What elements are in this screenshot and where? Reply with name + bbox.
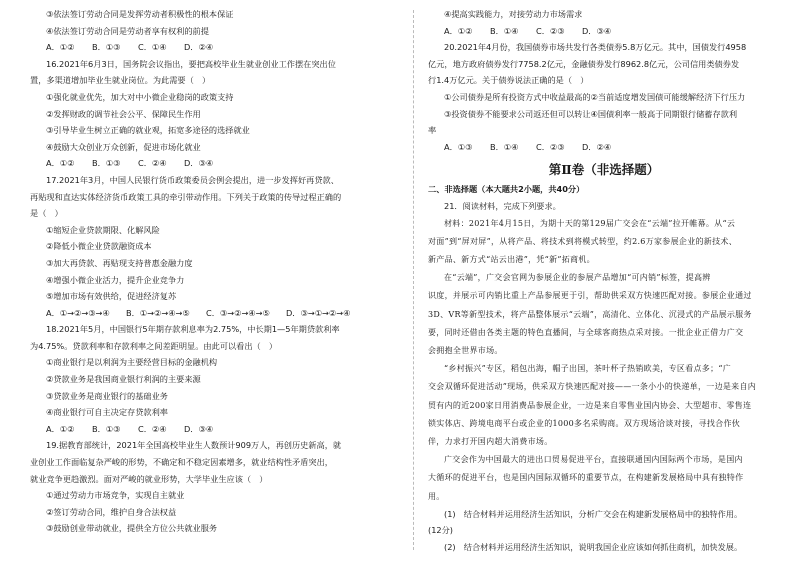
requirement-1: (1) 结合材料并运用经济生活知识，分析广交会在构建新发展格局中的独特作用。 [444,508,743,519]
material-line: 锁实体店、跨境电商平台或企业的1000多名采购商。双方现场洽谈对接，寻找合作伙 [428,418,741,428]
material-line: 伴，力求打开国内超大消费市场。 [428,436,553,446]
option-d: D．③④ [184,158,214,169]
choice-line: ①缩短企业贷款期限、化解风险 [46,224,160,235]
right-column [428,6,780,556]
material-line: 贸有内的近200家日用消费品参展企业，一边是来自零售业国内协会、大型超市、零售连 [428,400,752,410]
option-d: D．③④ [582,25,612,36]
material-line: 识度，并展示可内销比重上产品参展更于引，帮助供采双方快速匹配对接。参展企业通过 [428,291,752,301]
question-stem: 是（ ） [30,208,63,219]
choice-line: ②签订劳动合同，维护自身合法权益 [46,506,177,517]
option-b: B．①→②→④→⑤ [126,307,190,318]
choice-line: ④依法签订劳动合同是劳动者享有权利的前提 [46,25,209,36]
option-b: B．①④ [490,25,519,36]
choice-line: ①通过劳动力市场竞争，实现自主就业 [46,490,185,501]
question-stem: 20.2021年4月份，我国债券市场共发行各类债券5.8万亿元。其中，国债发行4958 [444,42,747,53]
option-c: C．②③ [536,141,565,152]
material-line: 会拥抱全世界市场。 [428,345,503,355]
question-stem: 19.据教育部统计，2021年全国高校毕业生人数预计909万人，再创历史新高，就 [46,440,342,451]
question-stem: 再贴现和直达实体经济货币政策工具的牵引带动作用。下列关于政策的传导过程正确的 [30,191,342,202]
material-line: “乡村振兴”专区，稻包出海，帽子出国，茶叶杯子热销欧美，专区看点多；“广 [444,364,732,374]
choice-line: ②降低小微企业贷款融资成本 [46,241,152,252]
left-column [30,6,400,537]
material-line: 新产品、新方式“站云出港”，凭“新”拓商机。 [428,254,595,264]
question-stem: 为4.75%。贷款利率和存款利率之间差距明显。由此可以看出（ ） [30,340,278,351]
choice-line: ③贷款业务是商业银行的基础业务 [46,390,168,401]
choice-line: ③加大再贷款、再贴现支持普惠金融力度 [46,257,193,268]
material-passage [428,215,780,506]
option-a: A．①② [46,42,75,53]
option-a: A．①③ [444,141,473,152]
option-c: C．①④ [138,42,167,53]
answer-options [428,23,780,40]
choice-line: ①强化就业优先，加大对中小微企业稳岗的政策支持 [46,91,234,102]
answer-options [30,305,400,322]
option-d: D．②④ [184,42,214,53]
material-line: 交会双循环促进活动”现场，供采双方快速匹配对接——一条小小的快递单，一边是来自内 [428,382,757,392]
question-stem: 亿元，地方政府债券发行7758.2亿元，金融债券发行8962.8亿元，公司信用类债券发 [428,58,740,69]
option-a: A．①→②→③→④ [46,307,110,318]
option-c: C．②④ [138,423,167,434]
material-line: 材料：2021年4月15日，为期十天的第129届广交会在“云端”拉开帷幕。从“云 [444,218,736,228]
question-stem: 置，多渠道增加毕业生就业岗位。为此需要（ ） [30,75,211,86]
option-b: B．①③ [92,158,121,169]
choice-line: ②贷款业务是我国商业银行利润的主要来源 [46,374,201,385]
choice-line: ③依法签订劳动合同是发挥劳动者积极性的根本保证 [46,9,234,19]
material-line: 广交会作为中国最大的进出口贸易促进平台，直接联通国内国际两个市场，是国内 [444,455,743,465]
answer-options [30,421,400,438]
question-stem: 行1.4万亿元。关于债券说法正确的是（ ） [428,75,589,86]
requirement-1-score: (12分) [428,525,453,536]
question-stem: 18.2021年5月，中国银行5年期存款利息率为2.75%，中长期1—5年期贷款利率 [46,324,340,335]
choice-line: ③鼓励创业带动就业，提供全方位公共就业服务 [46,523,218,534]
question-stem: 16.2021年6月3日，国务院会议指出，要把高校毕业生就业创业工作摆在突出位 [46,58,336,69]
choice-line: ②发挥财政的调节社会公平、保障民生作用 [46,108,201,119]
material-line: 用。 [428,491,445,501]
option-c: C．②③ [536,25,565,36]
option-d: D．③→①→②→④ [286,307,351,318]
part-title: 第Ⅱ卷（非选择题） [548,162,660,178]
material-line: 3D、VR等新型技术，将产品整体展示“云端”，高清化、立体化、沉浸式的产品展示服务 [428,309,752,319]
requirement-2: (2) 结合材料并运用经济生活知识，说明我国企业应该如何抓住商机，加快发展。 [444,541,743,552]
material-line: 在“云端”，广交会官网为参展企业的参展产品增加“可内销”标签，提高辨 [444,273,711,283]
answer-options [30,39,400,56]
choice-line: ①商业银行是以利润为主要经营目标的金融机构 [46,357,218,368]
option-b: B．①③ [92,42,121,53]
question-stem: 17.2021年3月，中国人民银行货币政策委员会例会提出，进一步发挥好再贷款、 [46,174,339,185]
material-line: 要，同时还借由各类主题的特色直播间，与全球客商热点采对接。一批企业正借力广交 [428,327,744,337]
choice-line: ④增强小微企业活力，提升企业竞争力 [46,274,185,285]
option-d: D．③④ [184,423,214,434]
option-c: C．③→②→④→⑤ [206,307,270,318]
option-b: B．①④ [490,141,519,152]
choice-line: ④提高实践能力，对接劳动力市场需求 [444,9,583,19]
answer-options [428,139,780,156]
option-c: C．②④ [138,158,167,169]
question-stem: 就业竞争更趋激烈。面对严峻的就业形势，大学毕业生应该（ ） [30,473,268,484]
choice-line: ④鼓励大众创业万众创新，促进市场化就业 [46,141,201,152]
section-heading: 二、非选择题（本大题共2小题，共40分） [428,184,585,195]
choice-line: ⑤增加市场有效供给，促进经济复苏 [46,291,177,302]
option-a: A．①② [46,423,75,434]
choice-line: ④商业银行可自主决定存贷款利率 [46,407,168,418]
choice-line: ①公司债券是所有投资方式中收益最高的②当前适度增发国债可能缓解经济下行压力 [444,91,746,102]
option-d: D．②④ [582,141,612,152]
option-b: B．①③ [92,423,121,434]
answer-options [30,155,400,172]
choice-line: ③引导毕业生树立正确的就业观，拓宽多途径的选择就业 [46,125,250,136]
choice-line: ③投资债券不能要求公司返还但可以转让④国债利率一般高于同期银行储蓄存款利 [444,108,738,119]
question-stem: 业创业工作面临复杂严峻的形势，不确定和不稳定因素增多，就业结构性矛盾突出， [30,457,333,468]
material-line: 对面”到“屏对屏”，从将产品、将技术到将模式转型，约2.6万家参展企业的新技术、 [428,236,737,246]
question-intro: 21．阅读材料，完成下列要求。 [444,200,561,211]
choice-line: 率 [428,125,437,136]
column-divider [413,10,414,550]
material-line: 大循环的促进平台，也是国内国际双循环的重要节点，在构建新发展格局中具有独特作 [428,473,744,483]
option-a: A．①② [46,158,75,169]
option-a: A．①② [444,25,473,36]
